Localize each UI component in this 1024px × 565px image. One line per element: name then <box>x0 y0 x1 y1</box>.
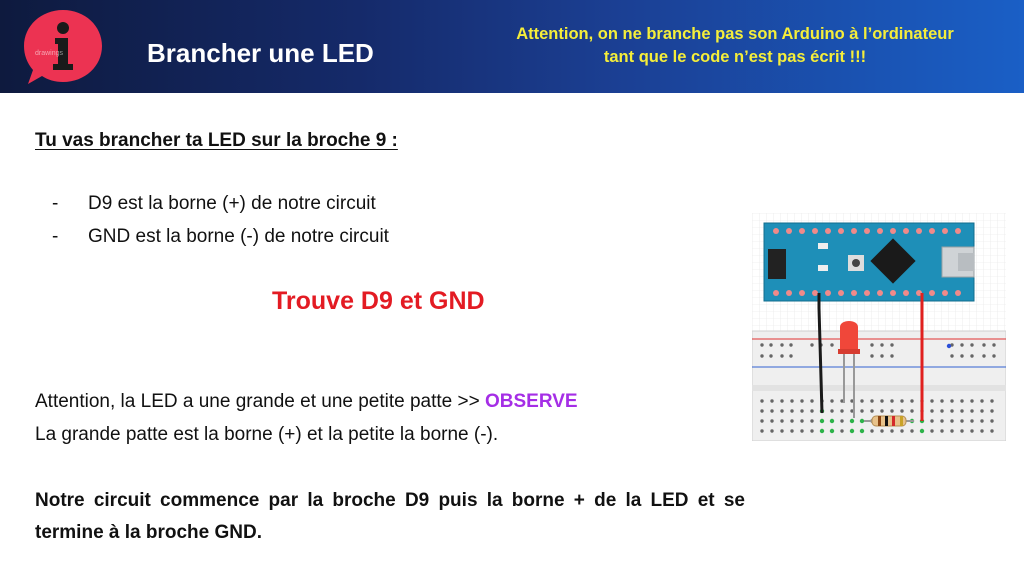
bullet-text: D9 est la borne (+) de notre circuit <box>88 193 376 214</box>
bullet-list <box>52 193 389 259</box>
callout-text: Trouve D9 et GND <box>272 287 485 315</box>
bullet-marker: - <box>52 226 59 247</box>
observe-line <box>35 391 578 413</box>
led-indicator <box>818 243 828 249</box>
slide-header <box>0 0 1024 93</box>
section-subtitle: Tu vas brancher ta LED sur la broche 9 : <box>35 130 398 151</box>
conclusion-text: Notre circuit commence par la broche D9 puis la borne + de la LED et se termine à la broche GND. <box>35 490 745 543</box>
info-logo-icon <box>22 8 104 86</box>
warning-line-1: Attention, on ne branche pas son Arduino à l’ordinateur <box>516 25 954 43</box>
observe-word: OBSERVE <box>485 391 578 412</box>
warning-text <box>470 23 1000 69</box>
list-item <box>52 193 389 226</box>
icsp-header <box>768 249 786 279</box>
observe-prefix: Attention, la LED a une grande et une petite patte >> <box>35 391 485 412</box>
reset-button-knob <box>852 259 860 267</box>
led-indicator <box>818 265 828 271</box>
arduino-nano-board <box>764 223 974 301</box>
bullet-text: GND est la borne (-) de notre circuit <box>88 226 389 247</box>
list-item <box>52 226 389 259</box>
logo-text: drawings <box>35 50 64 57</box>
bullet-marker: - <box>52 193 59 214</box>
observe-line-2: La grande patte est la borne (+) et la petite la borne (-). <box>35 424 499 445</box>
warning-line-2: tant que le code n’est pas écrit !!! <box>603 48 867 66</box>
usb-port <box>958 253 974 271</box>
page-title: Brancher une LED <box>147 38 374 68</box>
arduino-breadboard-illustration <box>752 213 1006 441</box>
